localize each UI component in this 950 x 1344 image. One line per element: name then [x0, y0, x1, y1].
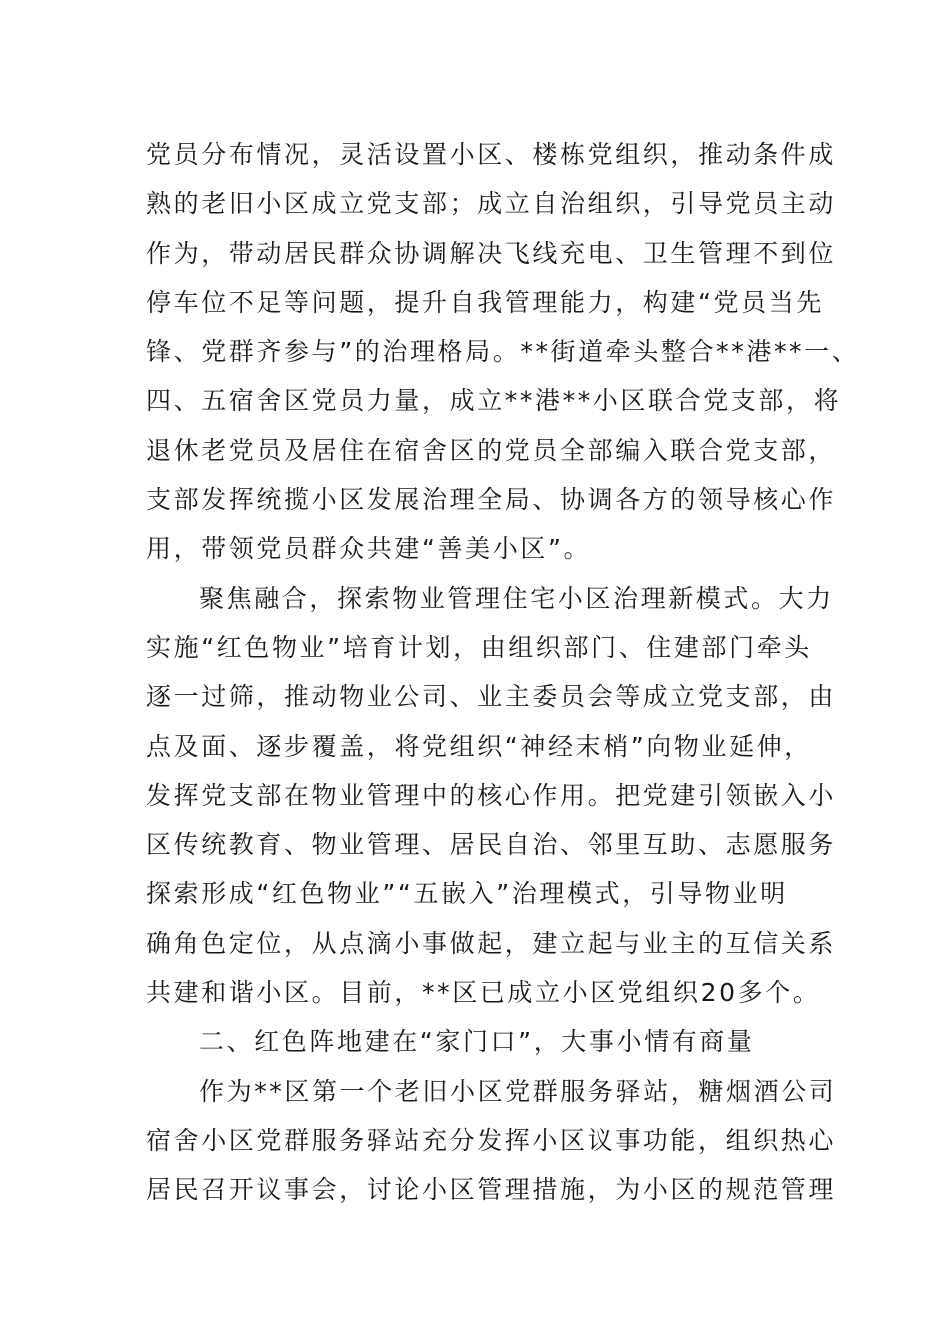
- paragraph-line: 实施“红色物业”培育计划，由组织部门、住建部门牵头: [146, 632, 812, 662]
- paragraph-3: [146, 1067, 837, 1215]
- paragraph-line: 熟的老旧小区成立党支部；成立自治组织，引导党员主动: [146, 189, 837, 219]
- paragraph-line: 逐一过筛，推动物业公司、业主委员会等成立党支部，由: [146, 682, 837, 712]
- paragraph-line: 共建和谐小区。目前，**区已成立小区党组织20多个。: [146, 978, 821, 1008]
- paragraph-line: 探索形成“红色物业”“五嵌入”治理模式，引导物业明: [146, 879, 788, 909]
- paragraph-line: 停车位不足等问题，提升自我管理能力，构建“党员当先: [146, 287, 824, 317]
- paragraph-2: [146, 574, 837, 1018]
- paragraph-line: 居民召开议事会，讨论小区管理措施，为小区的规范管理: [146, 1175, 837, 1205]
- paragraph-line: 聚焦融合，探索物业管理住宅小区治理新模式。大力: [199, 583, 834, 613]
- document-body: [146, 130, 860, 1215]
- paragraph-line: 锋、党群齐参与”的治理格局。**街道牵头整合**港**一、: [146, 337, 860, 367]
- section-heading: 二、红色阵地建在“家门口”，大事小情有商量: [199, 1027, 755, 1057]
- paragraph-1: [146, 130, 860, 574]
- paragraph-line: 支部发挥统揽小区发展治理全局、协调各方的领导核心作: [146, 485, 837, 515]
- paragraph-line: 点及面、逐步覆盖，将党组织“神经末梢”向物业延伸，: [146, 731, 812, 761]
- paragraph-line: 发挥党支部在物业管理中的核心作用。把党建引领嵌入小: [146, 780, 837, 810]
- paragraph-line: 四、五宿舍区党员力量，成立**港**小区联合党支部，将: [146, 386, 842, 416]
- paragraph-line: 宿舍小区党群服务驿站充分发挥小区议事功能，组织热心: [146, 1125, 837, 1155]
- paragraph-line: 作为**区第一个老旧小区党群服务驿站，糖烟酒公司: [199, 1076, 837, 1106]
- paragraph-line: 确角色定位，从点滴小事做起，建立起与业主的互信关系: [146, 928, 837, 958]
- paragraph-line: 作为，带动居民群众协调解决飞线充电、卫生管理不到位: [146, 238, 837, 268]
- paragraph-line: 党员分布情况，灵活设置小区、楼栋党组织，推动条件成: [146, 140, 837, 169]
- paragraph-line: 退休老党员及居住在宿舍区的党员全部编入联合党支部，: [146, 435, 837, 465]
- paragraph-line: 用，带领党员群众共建“善美小区”。: [146, 534, 592, 564]
- paragraph-line: 区传统教育、物业管理、居民自治、邻里互助、志愿服务: [146, 830, 837, 860]
